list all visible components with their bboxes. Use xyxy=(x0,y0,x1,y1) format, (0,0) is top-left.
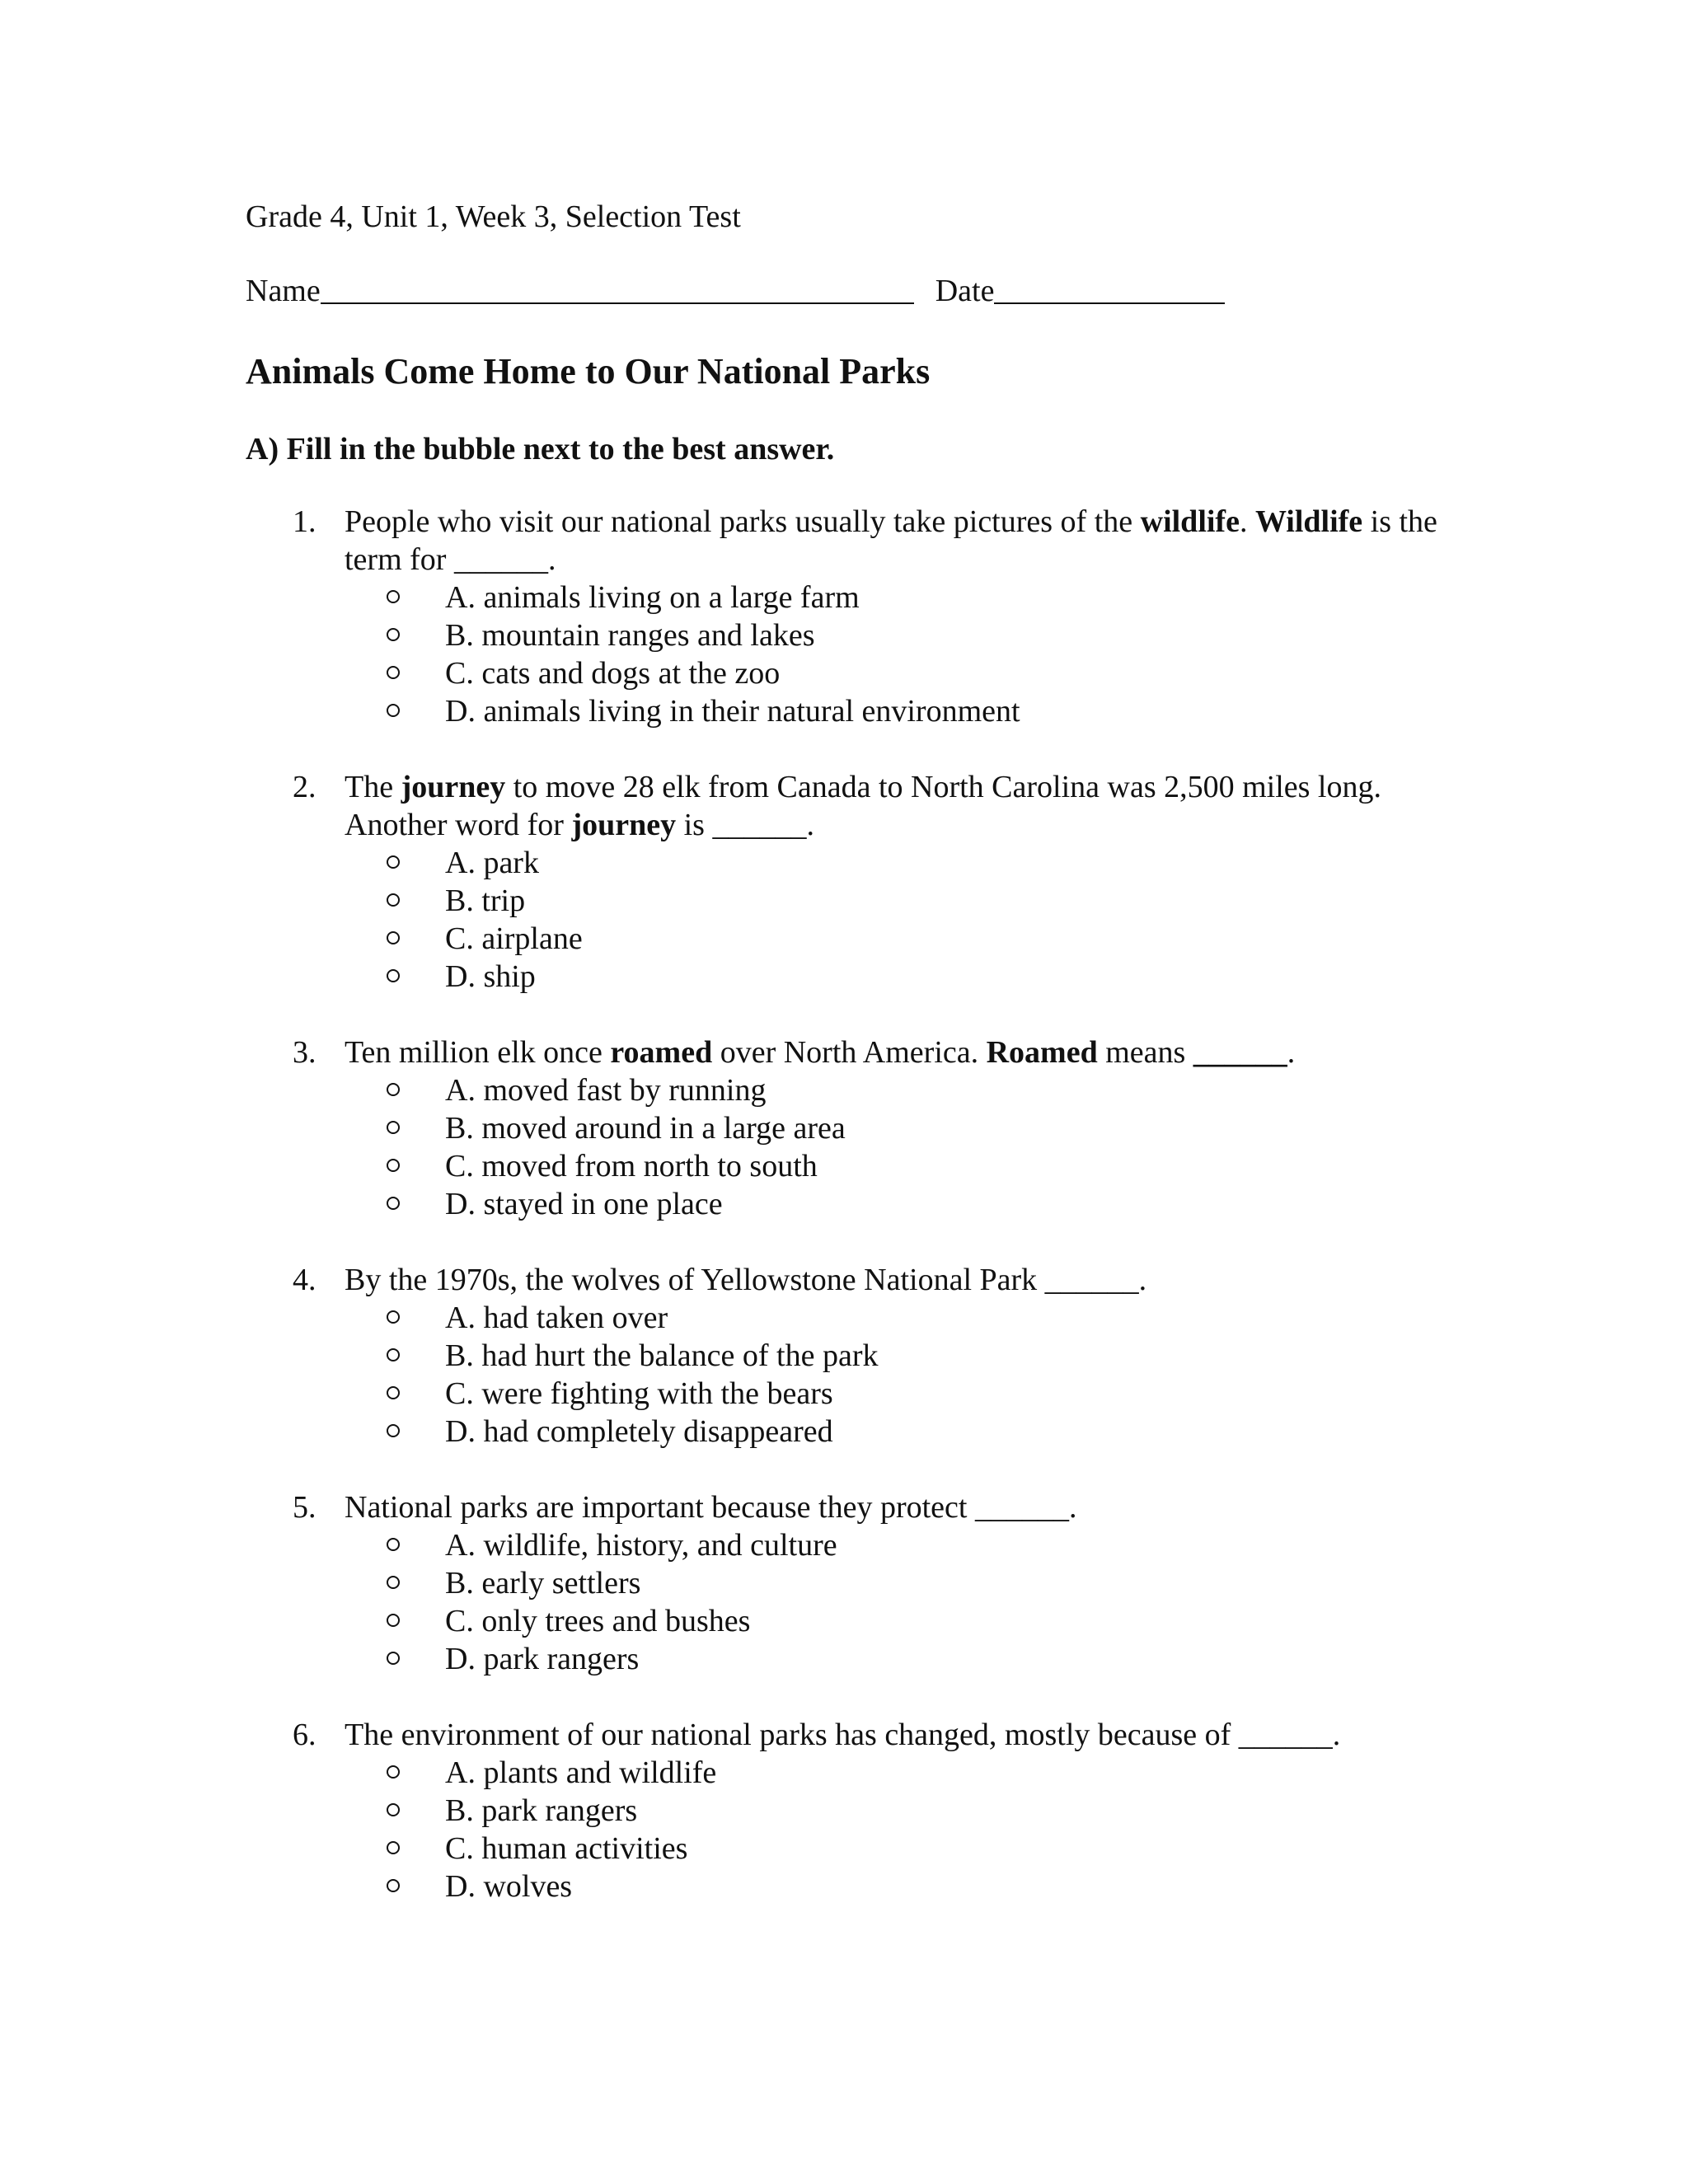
answer-bubble-icon[interactable] xyxy=(387,1652,400,1665)
date-label: Date xyxy=(935,274,995,308)
answer-option-label: D. animals living in their natural environment xyxy=(445,694,1020,729)
answer-bubble-icon[interactable] xyxy=(387,704,400,717)
header-title: Grade 4, Unit 1, Week 3, Selection Test xyxy=(246,199,741,234)
answer-option-label: B. mountain ranges and lakes xyxy=(445,618,815,653)
question-stem xyxy=(0,1033,1441,1071)
answer-bubble-icon[interactable] xyxy=(387,1348,400,1361)
answer-option-label: C. human activities xyxy=(445,1831,688,1866)
question-list xyxy=(0,503,1688,1943)
answer-option-label: C. only trees and bushes xyxy=(445,1604,751,1638)
question-5 xyxy=(0,1488,1688,1678)
answer-bubble-icon[interactable] xyxy=(387,855,400,869)
answer-option[interactable] xyxy=(0,958,1688,996)
stem-text: Ten million elk once xyxy=(345,1035,611,1070)
stem-bold-text: roamed xyxy=(610,1035,713,1070)
answer-options xyxy=(0,1071,1688,1223)
stem-text: By the 1970s, the wolves of Yellowstone National Park ______. xyxy=(345,1263,1147,1297)
stem-text: . xyxy=(1239,504,1255,539)
answer-option-label: D. wolves xyxy=(445,1869,573,1904)
question-number: 4. xyxy=(293,1263,316,1297)
answer-bubble-icon[interactable] xyxy=(387,969,400,982)
answer-bubble-icon[interactable] xyxy=(387,1614,400,1627)
answer-bubble-icon[interactable] xyxy=(387,893,400,907)
answer-option[interactable] xyxy=(0,1299,1688,1337)
stem-bold-text: ______ xyxy=(1193,1035,1287,1070)
answer-option-label: B. trip xyxy=(445,883,526,918)
answer-option-label: D. park rangers xyxy=(445,1642,640,1676)
answer-option-label: C. airplane xyxy=(445,921,583,956)
answer-bubble-icon[interactable] xyxy=(387,931,400,944)
question-4 xyxy=(0,1261,1688,1451)
answer-option[interactable] xyxy=(0,654,1688,692)
question-3 xyxy=(0,1033,1688,1223)
answer-option-label: D. ship xyxy=(445,959,536,994)
stem-bold-text: wildlife xyxy=(1140,504,1240,539)
question-6 xyxy=(0,1716,1688,1905)
answer-option-label: C. were fighting with the bears xyxy=(445,1376,833,1411)
answer-option-label: A. animals living on a large farm xyxy=(445,580,860,615)
answer-option[interactable] xyxy=(0,1564,1688,1602)
stem-bold-text: Roamed xyxy=(986,1035,1098,1070)
name-label: Name xyxy=(246,274,321,308)
answer-bubble-icon[interactable] xyxy=(387,1197,400,1210)
answer-option[interactable] xyxy=(0,616,1688,654)
question-1 xyxy=(0,503,1688,730)
name-date-row xyxy=(246,272,1225,310)
answer-option-label: A. park xyxy=(445,846,539,880)
answer-option-label: B. park rangers xyxy=(445,1793,638,1828)
answer-option-label: B. early settlers xyxy=(445,1566,641,1601)
answer-option-label: D. had completely disappeared xyxy=(445,1414,833,1449)
question-number: 6. xyxy=(293,1718,316,1752)
answer-bubble-icon[interactable] xyxy=(387,1121,400,1134)
stem-bold-text: journey xyxy=(401,770,506,804)
name-blank[interactable] xyxy=(321,274,914,304)
answer-bubble-icon[interactable] xyxy=(387,1386,400,1399)
stem-bold-text: Wildlife xyxy=(1254,504,1363,539)
question-number: 2. xyxy=(293,770,316,804)
answer-bubble-icon[interactable] xyxy=(387,1538,400,1551)
answer-option[interactable] xyxy=(0,1640,1688,1678)
stem-text: People who visit our national parks usually take pictures of the xyxy=(345,504,1141,539)
answer-option[interactable] xyxy=(0,1071,1688,1109)
answer-option[interactable] xyxy=(0,920,1688,958)
answer-option[interactable] xyxy=(0,882,1688,920)
answer-bubble-icon[interactable] xyxy=(387,1310,400,1324)
answer-option[interactable] xyxy=(0,579,1688,616)
answer-option[interactable] xyxy=(0,1602,1688,1640)
stem-text: National parks are important because they protect ______. xyxy=(345,1490,1077,1525)
answer-options xyxy=(0,579,1688,730)
answer-option-label: C. cats and dogs at the zoo xyxy=(445,656,781,691)
question-stem xyxy=(0,768,1441,844)
answer-bubble-icon[interactable] xyxy=(387,666,400,679)
answer-option[interactable] xyxy=(0,1754,1688,1792)
stem-bold-text: journey xyxy=(571,808,677,842)
answer-bubble-icon[interactable] xyxy=(387,1765,400,1779)
question-2 xyxy=(0,768,1688,996)
stem-text: over North America. xyxy=(712,1035,987,1070)
answer-options xyxy=(0,1526,1688,1678)
answer-bubble-icon[interactable] xyxy=(387,628,400,641)
stem-text: to move 28 elk from Canada to North Carolina was 2,500 miles long. Another word for xyxy=(345,770,1381,842)
section-a-instructions: A) Fill in the bubble next to the best answer. xyxy=(246,432,835,466)
stem-text: The xyxy=(345,770,401,804)
answer-option[interactable] xyxy=(0,844,1688,882)
answer-bubble-icon[interactable] xyxy=(387,1159,400,1172)
answer-options xyxy=(0,844,1688,996)
answer-options xyxy=(0,1299,1688,1451)
answer-bubble-icon[interactable] xyxy=(387,1576,400,1589)
question-number: 1. xyxy=(293,504,316,539)
answer-option-label: B. had hurt the balance of the park xyxy=(445,1338,879,1373)
stem-text: . xyxy=(1287,1035,1296,1070)
question-stem xyxy=(0,1716,1441,1754)
answer-bubble-icon[interactable] xyxy=(387,590,400,603)
answer-option[interactable] xyxy=(0,692,1688,730)
answer-option[interactable] xyxy=(0,1147,1688,1185)
answer-bubble-icon[interactable] xyxy=(387,1424,400,1437)
answer-option-label: A. wildlife, history, and culture xyxy=(445,1528,837,1563)
answer-option-label: A. had taken over xyxy=(445,1301,668,1335)
answer-option[interactable] xyxy=(0,1185,1688,1223)
answer-option[interactable] xyxy=(0,1375,1688,1413)
answer-option[interactable] xyxy=(0,1792,1688,1830)
answer-option-label: A. plants and wildlife xyxy=(445,1755,717,1790)
stem-text: is ______. xyxy=(676,808,814,842)
stem-text: means xyxy=(1097,1035,1193,1070)
answer-options xyxy=(0,1754,1688,1905)
answer-option[interactable] xyxy=(0,1109,1688,1147)
answer-option[interactable] xyxy=(0,1830,1688,1868)
answer-option[interactable] xyxy=(0,1526,1688,1564)
answer-option[interactable] xyxy=(0,1413,1688,1451)
answer-option-label: C. moved from north to south xyxy=(445,1149,818,1183)
answer-option[interactable] xyxy=(0,1868,1688,1905)
date-blank[interactable] xyxy=(994,274,1225,304)
answer-bubble-icon[interactable] xyxy=(387,1803,400,1816)
question-stem xyxy=(0,503,1441,579)
answer-option[interactable] xyxy=(0,1337,1688,1375)
answer-bubble-icon[interactable] xyxy=(387,1879,400,1892)
answer-bubble-icon[interactable] xyxy=(387,1841,400,1854)
question-number: 3. xyxy=(293,1035,316,1070)
question-stem xyxy=(0,1261,1441,1299)
question-stem xyxy=(0,1488,1441,1526)
stem-text: is the term for ______. xyxy=(345,504,1437,577)
answer-option-label: D. stayed in one place xyxy=(445,1187,723,1221)
stem-text: The environment of our national parks has changed, mostly because of ______. xyxy=(345,1718,1341,1752)
answer-option-label: A. moved fast by running xyxy=(445,1073,767,1108)
page-title: Animals Come Home to Our National Parks xyxy=(246,351,931,391)
answer-option-label: B. moved around in a large area xyxy=(445,1111,846,1146)
question-number: 5. xyxy=(293,1490,316,1525)
answer-bubble-icon[interactable] xyxy=(387,1083,400,1096)
